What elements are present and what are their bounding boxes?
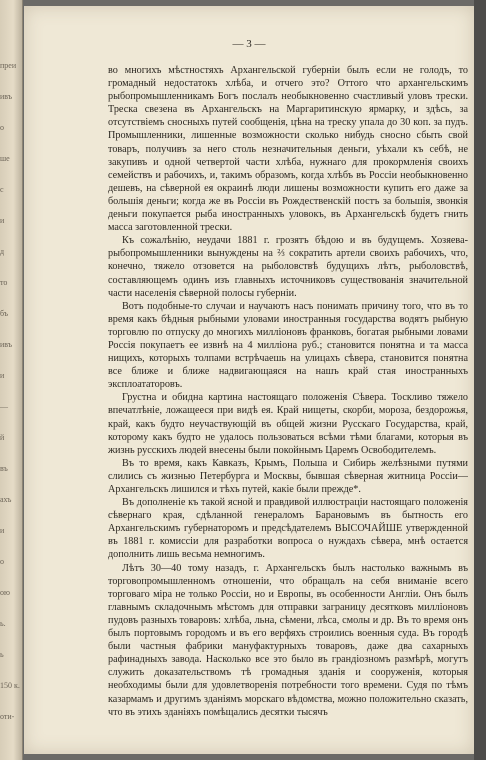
margin-fragment: ою <box>0 588 10 597</box>
margin-fragment: ь. <box>0 619 6 628</box>
margin-fragment: — <box>0 402 8 411</box>
margin-fragment: ивъ <box>0 92 12 101</box>
previous-page-edge <box>0 0 23 760</box>
margin-fragment: ахъ <box>0 495 12 504</box>
paragraph: Грустна и обидна картина настоящаго положенія Сѣвера. Тоскливо тяжело впечатлѣніе, ложащееся при видѣ ея. Край нищеты, скорби, мороза, бездорожья, край, какъ будто неучаствующій въ общей жизни Русскаго Государства, край, которому какъ будто не удалось пользоваться всѣми тѣми благами, которыя въ жизнь русскихъ людей внесены были покойнымъ Царемъ Освободителемъ. <box>108 392 468 456</box>
margin-fragment: о <box>0 557 4 566</box>
margin-fragment: и <box>0 216 5 225</box>
scan-right-edge <box>474 0 486 760</box>
margin-fragment: и <box>0 526 5 535</box>
margin-fragment: въ <box>0 464 8 473</box>
paragraph: Въ то время, какъ Кавказъ, Крымъ, Польша и Сибирь желѣзными путями слились съ жизнью Петербурга и Москвы, бывшая сѣверная житница Россіи—Архангельскъ лишился и тѣхъ путей, какіе были прежде*. <box>108 457 468 495</box>
margin-fragment: й <box>0 433 5 442</box>
margin-fragment: ивъ <box>0 340 12 349</box>
paragraph: Лѣтъ 30—40 тому назадъ, г. Архангельскъ былъ настолько важнымъ въ торговопромышленномъ отношеніи, что обращалъ на себя вниманіе всего торговаго міра не только Россіи, но и Европы, въ особенности Англіи. Онъ былъ главнымъ складочнымъ мѣстомъ для отправки заграницу десятковъ милліоновъ пудовъ разныхъ товаровъ: хлѣба, льна, сѣмени, лѣса, смолы и др. Въ то время онъ былъ портовымъ городомъ и въ его верфяхъ строились военныя суда. Въ городѣ были частныя фабрики мануфактурныхъ товаровъ, даже два сахарныхъ рафинадныхъ завода. Насколько все это было въ грандіозномъ размѣрѣ, могутъ служить доказательствомъ тѣ громадныя зданія и сооруженія, которыя необходимы были для удовлетворенія потребности того времени. Судя по тѣмъ казармамъ и другимъ зданіямъ морскаго вѣдомства, можно положительно сказать, что въ этихъ зданіяхъ помѣщались десятки тысячъ <box>108 562 468 718</box>
margin-fragment: 150 к. <box>0 681 20 690</box>
paragraph: Въ дополненіе къ такой ясной и правдивой иллюстраціи настоящаго положенія сѣвернаго края, сдѣланной генераломъ Барановымъ въ бытность его Архангельскимъ губернаторомъ и предсѣдателемъ ВЫСОЧАЙШЕ утвержденной въ 1881 г. комиссіи для разработки вопроса о нуждахъ сѣвера, мнѣ остается дополнить лишь весьма немногимъ. <box>108 497 468 561</box>
margin-fragment: бъ <box>0 309 9 318</box>
margin-fragment: то <box>0 278 8 287</box>
margin-fragment: оти- <box>0 712 15 721</box>
paragraph: Къ сожалѣнію, неудачи 1881 г. грозятъ бѣдою и въ будущемъ. Хозяева-рыбопромышленники вынуждены на ⅔ сократить артели своихъ рабочихъ, что, конечно, тяжело отзовется на рыболовствѣ будущихъ лѣтъ, рыболовствѣ, составляющемъ одинъ изъ главныхъ источниковъ существованія значительной части населенія сѣверной полосы губерніи. <box>108 235 468 299</box>
margin-fragment: и <box>0 371 5 380</box>
margin-fragment: с <box>0 185 4 194</box>
margin-fragment: преи <box>0 61 17 70</box>
margin-fragment: д <box>0 247 5 256</box>
paragraph: во многихъ мѣстностяхъ Архангельской губерніи былъ если не голодъ, то громадный недостатокъ хлѣба, и отчего это? Оттого что архангельскимъ рыбопромышленникамъ Богъ послалъ необыкновенно счастливый уловъ трески. Треска свезена въ Архангельскъ на Маргаритинскую ярмарку, и здѣсь, за отсутствіемъ сносныхъ путей сообщенія, цѣна на треску упала до 30 коп. за пудъ. Промышленники, лишенные возможности сколько нибудь сносно сбыть свой товаръ, получивъ за него столь незначительныя деньги, уѣхали къ себѣ, не закупивъ и одной четвертой части хлѣба, нужнаго для прокормленія своихъ семействъ и рабочихъ, и, такимъ образомъ, когда хлѣбъ въ Россіи необыкновенно дешевъ, на сѣверной ея окраинѣ люди лишены возможности купить его даже за большія деньги; когда же въ Россіи въ Рождественскій постъ за большія, звонкія деньги покупается рыба иностранныхъ уловокъ, въ Архангельскѣ будетъ гнить масса заготовленной трески. <box>108 65 468 234</box>
page-body <box>108 64 468 719</box>
margin-fragment: ь <box>0 650 4 659</box>
margin-fragment: о <box>0 123 4 132</box>
page-number: — 3 — <box>232 38 266 50</box>
previous-page-fragments <box>0 0 22 760</box>
margin-fragment: ше <box>0 154 10 163</box>
paragraph: Вотъ подобные-то случаи и научаютъ насъ понимать причину того, что въ то время какъ бѣдныя рыбными уловами иностранныя государства водятъ рыбную торговлю по отпуску до многихъ милліоновъ франковъ, богатая рыбными ловами Россія покупаетъ ее извнѣ на 4 милліона руб.; становится понятна и та масса нищихъ, которыхъ толпами встрѣчаешь на улицахъ сѣвера, становится понятна все ближе и ближе надвигающаяся на нашъ край стая иностранныхъ эксплоататоровъ. <box>108 300 468 391</box>
